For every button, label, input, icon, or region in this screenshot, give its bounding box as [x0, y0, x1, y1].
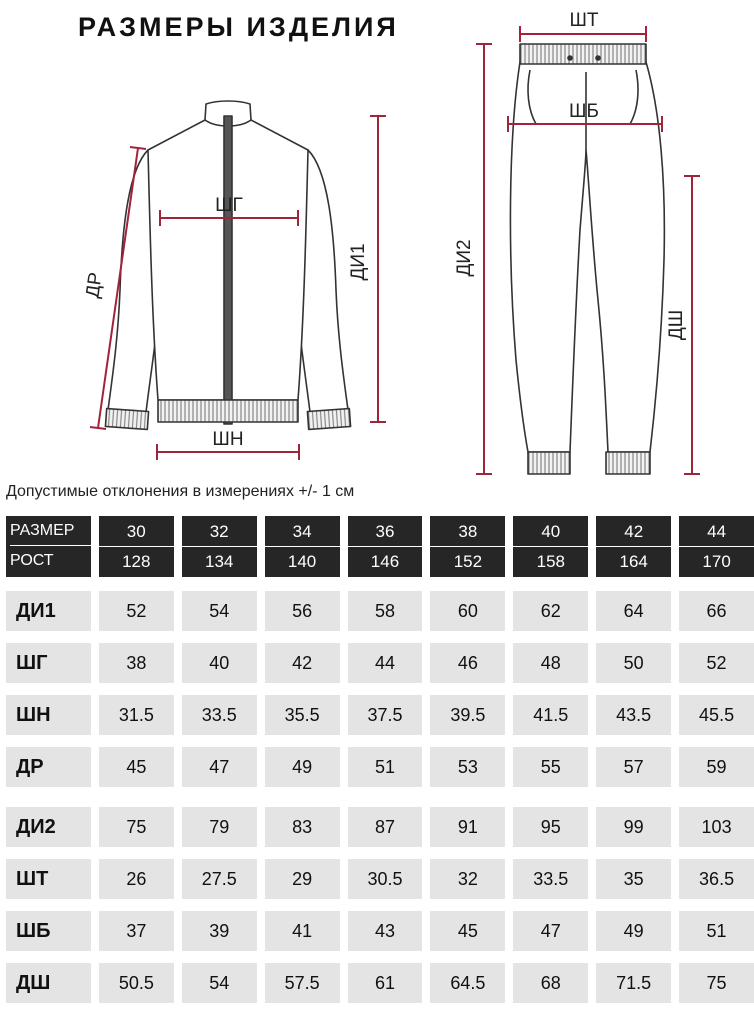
table-cell: 62 [513, 591, 588, 631]
label-dr: ДР [82, 271, 107, 300]
header-cell [513, 516, 588, 577]
page-title: РАЗМЕРЫ ИЗДЕЛИЯ [78, 12, 399, 42]
table-row [6, 643, 754, 683]
table-cell: 75 [99, 807, 174, 847]
table-cell: 48 [513, 643, 588, 683]
table-header-row [6, 516, 754, 577]
height-header-label: РОСТ [10, 551, 54, 569]
table-cell: 38 [99, 643, 174, 683]
table-cell: 64 [596, 591, 671, 631]
table-cell: 49 [265, 747, 340, 787]
size-value: 34 [292, 521, 312, 541]
table-cell: 31.5 [99, 695, 174, 735]
table-cell: 46 [430, 643, 505, 683]
size-value: 44 [707, 521, 727, 541]
table-cell: 44 [348, 643, 423, 683]
jacket-drawing [105, 101, 350, 429]
table-cell: 26 [99, 859, 174, 899]
table-cell: 41 [265, 911, 340, 951]
table-cell: 32 [430, 859, 505, 899]
table-cell: 99 [596, 807, 671, 847]
table-cell: 40 [182, 643, 257, 683]
table-cell: 33.5 [513, 859, 588, 899]
header-cell [99, 516, 174, 577]
size-value: 32 [209, 521, 229, 541]
row-label: ШГ [6, 643, 91, 683]
table-cell: 43 [348, 911, 423, 951]
table-cell: 35.5 [265, 695, 340, 735]
table-row [6, 963, 754, 1003]
row-label: ШН [6, 695, 91, 735]
size-value: 42 [624, 521, 644, 541]
table-cell: 53 [430, 747, 505, 787]
row-label: ШТ [6, 859, 91, 899]
table-cell: 59 [679, 747, 754, 787]
size-value: 40 [541, 521, 561, 541]
header-cell [348, 516, 423, 577]
label-sht: ШТ [569, 10, 599, 31]
table-cell: 60 [430, 591, 505, 631]
table-cell: 29 [265, 859, 340, 899]
table-cell: 37.5 [348, 695, 423, 735]
table-cell: 50.5 [99, 963, 174, 1003]
header-cell [596, 516, 671, 577]
table-row [6, 747, 754, 787]
table-row [6, 807, 754, 847]
table-cell: 54 [182, 591, 257, 631]
height-value: 152 [453, 551, 483, 571]
table-cell: 91 [430, 807, 505, 847]
size-value: 36 [375, 521, 395, 541]
row-label: ДШ [6, 963, 91, 1003]
table-cell: 57 [596, 747, 671, 787]
label-di2: ДИ2 [454, 239, 475, 277]
table-cell: 68 [513, 963, 588, 1003]
height-value: 158 [536, 551, 565, 571]
table-cell: 64.5 [430, 963, 505, 1003]
size-value: 38 [458, 521, 478, 541]
row-label: ДР [6, 747, 91, 787]
table-cell: 52 [679, 643, 754, 683]
table-cell: 47 [513, 911, 588, 951]
table-cell: 42 [265, 643, 340, 683]
table-cell: 52 [99, 591, 174, 631]
table-cell: 47 [182, 747, 257, 787]
label-shn: ШН [212, 429, 244, 450]
header-cell [679, 516, 754, 577]
header-cell [265, 516, 340, 577]
label-shg: ШГ [215, 195, 243, 216]
height-value: 128 [122, 551, 151, 571]
table-cell: 35 [596, 859, 671, 899]
size-value: 30 [126, 521, 146, 541]
table-cell: 37 [99, 911, 174, 951]
row-label: ШБ [6, 911, 91, 951]
table-cell: 45 [99, 747, 174, 787]
table-cell: 43.5 [596, 695, 671, 735]
size-header-label: РАЗМЕР [10, 521, 75, 539]
height-value: 140 [287, 551, 317, 571]
table-cell: 58 [348, 591, 423, 631]
table-cell: 66 [679, 591, 754, 631]
table-cell: 79 [182, 807, 257, 847]
table-row [6, 859, 754, 899]
height-value: 170 [702, 551, 731, 571]
size-table [6, 516, 754, 1015]
height-value: 146 [370, 551, 400, 571]
header-cell [430, 516, 505, 577]
table-row [6, 591, 754, 631]
table-cell: 54 [182, 963, 257, 1003]
table-cell: 36.5 [679, 859, 754, 899]
label-dsh: ДШ [666, 309, 687, 341]
table-cell: 27.5 [182, 859, 257, 899]
table-cell: 95 [513, 807, 588, 847]
table-row [6, 911, 754, 951]
table-cell: 56 [265, 591, 340, 631]
table-cell: 71.5 [596, 963, 671, 1003]
table-cell: 50 [596, 643, 671, 683]
label-shb: ШБ [569, 101, 599, 122]
table-cell: 39.5 [430, 695, 505, 735]
table-cell: 103 [679, 807, 754, 847]
row-label: ДИ1 [6, 591, 91, 631]
table-cell: 57.5 [265, 963, 340, 1003]
table-cell: 61 [348, 963, 423, 1003]
table-cell: 45 [430, 911, 505, 951]
table-cell: 87 [348, 807, 423, 847]
garment-diagram [0, 0, 754, 480]
table-cell: 49 [596, 911, 671, 951]
table-cell: 30.5 [348, 859, 423, 899]
label-di1: ДИ1 [348, 243, 369, 281]
header-cell [182, 516, 257, 577]
tolerance-note: Допустимые отклонения в измерениях +/- 1 см [6, 483, 355, 500]
table-cell: 51 [348, 747, 423, 787]
height-value: 134 [204, 551, 234, 571]
table-cell: 41.5 [513, 695, 588, 735]
table-cell: 83 [265, 807, 340, 847]
table-cell: 45.5 [679, 695, 754, 735]
row-label: ДИ2 [6, 807, 91, 847]
height-value: 164 [619, 551, 648, 571]
table-cell: 33.5 [182, 695, 257, 735]
table-cell: 75 [679, 963, 754, 1003]
table-row [6, 695, 754, 735]
table-cell: 39 [182, 911, 257, 951]
header-label-cell [6, 516, 91, 577]
table-cell: 51 [679, 911, 754, 951]
table-cell: 55 [513, 747, 588, 787]
